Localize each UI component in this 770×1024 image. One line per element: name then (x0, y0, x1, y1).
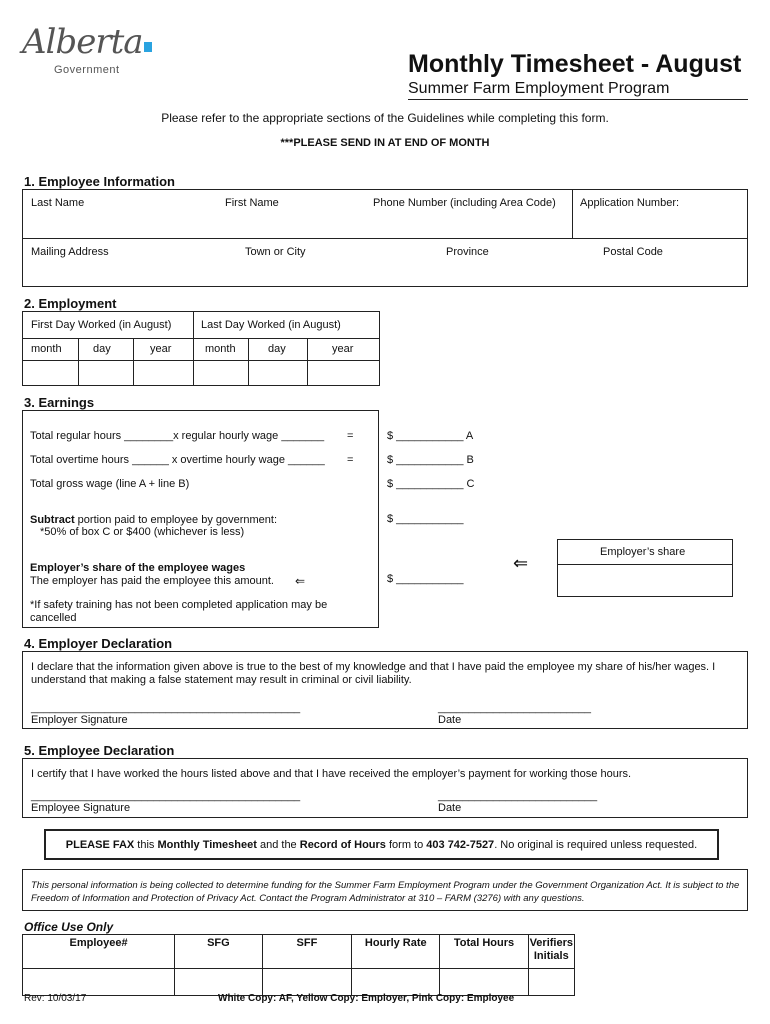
app-number-divider (572, 190, 573, 238)
section-5-title: 5. Employee Declaration (24, 743, 175, 758)
section-4-title: 4. Employer Declaration (24, 636, 173, 651)
employment-col-divider-3 (248, 338, 249, 385)
first-day-label: First Day Worked (in August) (31, 319, 172, 331)
alberta-logo-square-icon (144, 42, 152, 52)
fax-notice-p3: Monthly Timesheet (157, 839, 257, 851)
amount-c: $ ___________ C (387, 478, 475, 490)
last-name-label: Last Name (31, 197, 85, 209)
office-cell-hourly-rate (352, 969, 440, 996)
office-use-header-row (23, 935, 575, 969)
employer-signature-line: ____________________________________________ (31, 702, 301, 714)
fax-notice-p2: this (134, 839, 158, 851)
last-year-label: year (332, 343, 354, 355)
employee-info-row-divider (23, 238, 747, 239)
employment-mid-divider (193, 312, 194, 385)
alberta-logo-government: Government (54, 64, 120, 76)
first-month-label: month (31, 343, 62, 355)
regular-hours-label: Total regular hours ________x regular hourly wage _______ (30, 430, 325, 442)
last-month-label: month (205, 343, 236, 355)
office-use-entry-row (23, 969, 575, 996)
office-col-sfg: SFG (175, 935, 263, 969)
employer-share-divider (558, 564, 732, 565)
page-title: Monthly Timesheet - August (408, 50, 742, 78)
employer-paid-label: The employer has paid the employee this amount. (30, 575, 274, 587)
fax-notice-p4: and the (256, 839, 300, 851)
office-col-hourly-rate: Hourly Rate (352, 935, 440, 969)
employer-declaration-text: I declare that the information given above is true to the best of my knowledge and that I have paid the employee my share of his/her wages. I understand that making a false statement may result in criminal or civil liability. (31, 661, 716, 686)
office-cell-sfg (175, 969, 263, 996)
page-subtitle: Summer Farm Employment Program (408, 80, 670, 97)
office-col-total-hours: Total Hours (440, 935, 528, 969)
share-arrow-icon: ⇐ (513, 553, 529, 573)
app-number-label: Application Number: (580, 197, 680, 209)
employer-share-box-label: Employer’s share (600, 546, 686, 558)
fax-notice-p6: form to (385, 839, 427, 851)
office-cell-total-hours (440, 969, 528, 996)
overtime-hours-label: Total overtime hours ______ x overtime hourly wage ______ (30, 454, 325, 466)
employer-declaration-box (22, 651, 748, 729)
employee-signature-label: Employee Signature (31, 802, 131, 814)
section-2-title: 2. Employment (24, 296, 117, 311)
section-3-title: 3. Earnings (24, 395, 95, 410)
amount-b: $ ___________ B (387, 454, 474, 466)
employee-declaration-box (22, 758, 748, 818)
phone-label: Phone Number (including Area Code) (373, 197, 556, 209)
amount-employer-paid: $ ___________ (387, 573, 464, 585)
employee-info-box (22, 189, 748, 287)
employee-date-line: __________________________ (438, 790, 598, 802)
subtract-label (30, 514, 277, 526)
last-day-col-label: day (268, 343, 286, 355)
first-year-label: year (150, 343, 172, 355)
alberta-logo (20, 22, 160, 78)
employment-col-divider-1 (78, 338, 79, 385)
instructions-text: Please refer to the appropriate sections of the Guidelines while completing this form. (161, 111, 609, 125)
last-day-label: Last Day Worked (in August) (201, 319, 341, 331)
employment-box (22, 311, 380, 386)
employer-date-line: _________________________ (438, 702, 591, 714)
employee-date-label: Date (438, 802, 462, 814)
subtract-rest: portion paid to employee by government: (74, 514, 278, 526)
employee-declaration-text: I certify that I have worked the hours listed above and that I have received the employer’s payment for working those hours. (31, 768, 632, 780)
employer-share-title: Employer’s share of the employee wages (30, 562, 246, 574)
subtract-bold: Subtract (30, 514, 75, 526)
office-cell-verifiers (528, 969, 574, 996)
employer-signature-label: Employer Signature (31, 714, 128, 726)
province-label: Province (446, 246, 489, 258)
office-use-title: Office Use Only (24, 920, 114, 934)
office-col-sff: SFF (262, 935, 351, 969)
office-col-verifiers: Verifiers Initials (528, 935, 574, 969)
employment-row-1-divider (23, 338, 379, 339)
employer-date-label: Date (438, 714, 462, 726)
privacy-box (22, 869, 748, 911)
office-cell-employee (23, 969, 175, 996)
amount-subtract: $ ___________ (387, 513, 464, 525)
first-name-label: First Name (225, 197, 279, 209)
regular-equals: = (347, 430, 354, 442)
header-rule (408, 99, 748, 100)
fax-notice-box (44, 829, 719, 860)
town-label: Town or City (245, 246, 306, 258)
employment-row-2-divider (23, 360, 379, 361)
fax-notice-p5: Record of Hours (299, 839, 386, 851)
first-day-col-label: day (93, 343, 111, 355)
employer-paid-arrow-icon: ⇐ (295, 574, 306, 588)
safety-note: *If safety training has not been completed application may be cancelled (30, 599, 328, 624)
gross-wage-label: Total gross wage (line A + line B) (30, 478, 190, 490)
revision-date: Rev: 10/03/17 (24, 993, 87, 1004)
fax-notice-p1: PLEASE FAX (65, 839, 135, 851)
office-use-table (22, 934, 575, 996)
privacy-text: This personal information is being collected to determine funding for the Summer Farm Employment Program under the Government Organization Act. It is subject to the Freedom of Information and Protection of Privacy Act. Contact the Program Administrator at 310 – FARM (3276) with any questions. (31, 880, 740, 904)
employer-share-box (557, 539, 733, 597)
overtime-equals: = (347, 454, 354, 466)
fax-notice-p8: . No original is required unless requested. (494, 839, 698, 851)
amount-a: $ ___________ A (387, 430, 474, 442)
copy-distribution: White Copy: AF, Yellow Copy: Employer, Pink Copy: Employee (218, 993, 515, 1004)
postal-code-label: Postal Code (603, 246, 663, 258)
subtract-note: *50% of box C or $400 (whichever is less) (40, 526, 245, 538)
office-cell-sff (262, 969, 351, 996)
alberta-logo-wordmark: Alberta (22, 22, 143, 62)
employment-col-divider-4 (307, 338, 308, 385)
employment-col-divider-2 (133, 338, 134, 385)
section-1-title: 1. Employee Information (24, 174, 175, 189)
office-col-employee: Employee# (23, 935, 175, 969)
mailing-address-label: Mailing Address (31, 246, 109, 258)
fax-notice-p7: 403 742-7527 (426, 839, 495, 851)
send-notice: ***PLEASE SEND IN AT END OF MONTH (280, 137, 490, 149)
fax-notice-text (46, 839, 717, 851)
employee-signature-line: ____________________________________________ (31, 790, 301, 802)
